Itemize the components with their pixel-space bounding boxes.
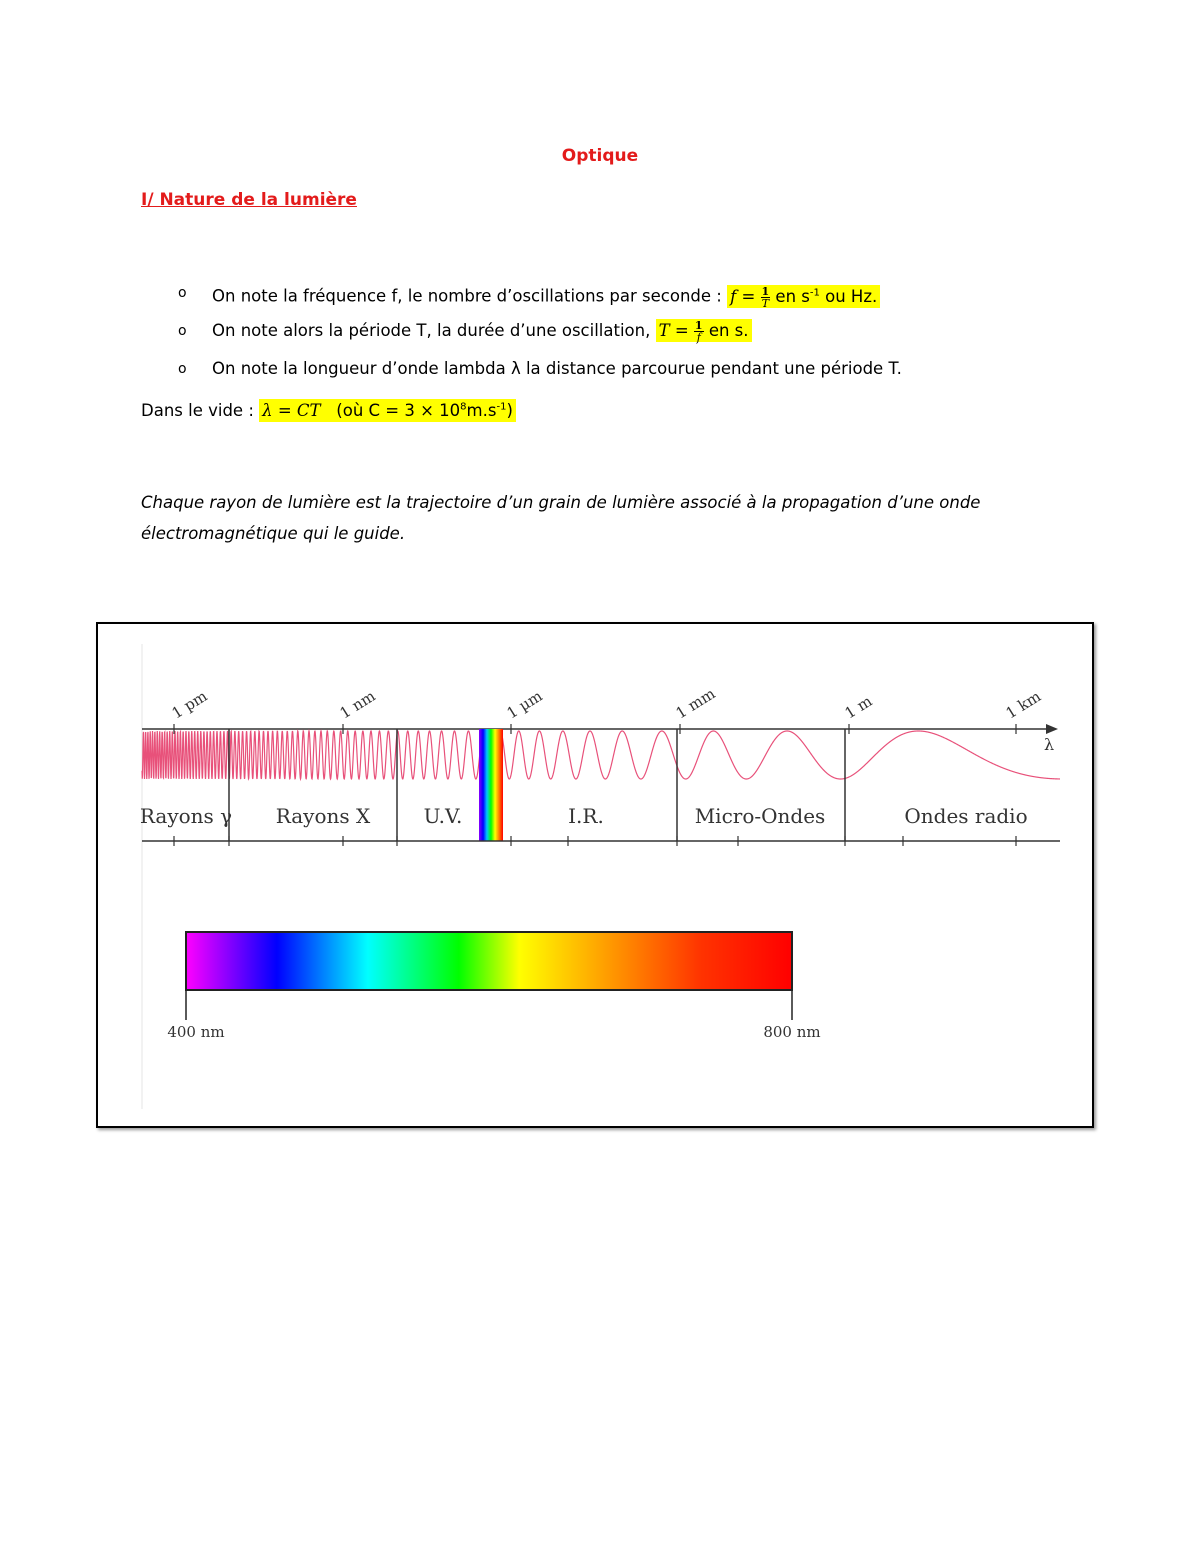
bullet-text: On note alors la période T, la durée d’une oscillation, <box>212 321 656 340</box>
band-label-xray: Rayons X <box>275 804 371 828</box>
list-item <box>178 318 902 344</box>
vacuum-label: Dans le vide : <box>141 401 260 420</box>
scale-label-pm: 1 pm <box>168 686 211 723</box>
vacuum-formula-line <box>141 401 516 420</box>
page-title: Optique <box>561 146 639 166</box>
scale-label-km: 1 km <box>1002 687 1045 723</box>
unit-text-tail: ou Hz. <box>819 286 878 306</box>
fraction-numerator: 1 <box>694 319 703 332</box>
paragraph: Chaque rayon de lumière est la trajectoire d’un grain de lumière associé à la propagation d’une onde électromagnétique qui le guide. <box>141 493 981 543</box>
formula-lhs: T = <box>658 321 689 340</box>
unit-text: en s <box>770 286 810 306</box>
bullet-marker: o <box>178 323 187 339</box>
scale-label-um: 1 µm <box>503 686 546 723</box>
axis-arrow <box>1046 724 1058 734</box>
scale-label-mm: 1 mm <box>672 684 719 723</box>
visible-band-strip <box>479 729 503 841</box>
band-label-gamma: Rayons γ <box>139 804 233 828</box>
list-item <box>178 356 902 382</box>
scale-label-m: 1 m <box>841 691 876 723</box>
unit-text: en s. <box>703 321 749 340</box>
visible-min-label: 400 nm <box>167 1023 225 1041</box>
formula-lhs: f = <box>730 286 756 306</box>
bullet-text: On note la longueur d’onde lambda λ la distance parcourue pendant une période T. <box>212 359 902 378</box>
bullet-marker: o <box>178 285 187 301</box>
definition-list <box>178 280 902 394</box>
visible-spectrum-bar <box>186 932 792 990</box>
band-label-radio: Ondes radio <box>904 804 1028 828</box>
band-label-microwave: Micro-Ondes <box>694 804 826 828</box>
fraction <box>694 320 704 343</box>
list-item <box>178 280 902 310</box>
axis-label-lambda: λ <box>1044 735 1055 754</box>
unit-exponent: -1 <box>809 287 820 298</box>
fraction <box>761 286 771 309</box>
band-label-uv: U.V. <box>423 804 463 828</box>
lambda-formula: λ = CT <box>262 401 321 420</box>
wave-curve <box>142 731 1060 779</box>
fraction-denominator: T <box>761 296 770 310</box>
scale-label-nm: 1 nm <box>336 686 379 723</box>
formula-highlight <box>656 319 752 342</box>
bullet-marker: o <box>178 361 187 377</box>
spectrum-figure <box>96 622 1094 1128</box>
speed-of-light-text: (où C = 3 × 10 <box>336 401 461 420</box>
unit-text: m.s <box>466 401 497 420</box>
section-heading: I/ Nature de la lumière <box>141 190 357 210</box>
spectrum-svg <box>98 624 1092 1126</box>
closing-paren: ) <box>506 401 513 420</box>
formula-highlight <box>727 285 880 308</box>
unit-exponent: -1 <box>496 401 507 413</box>
fraction-numerator: 1 <box>761 284 770 298</box>
band-label-ir: I.R. <box>568 804 604 828</box>
visible-max-label: 800 nm <box>763 1023 821 1041</box>
formula-highlight <box>259 399 516 422</box>
exponent: 8 <box>460 401 467 413</box>
fraction-denominator: f <box>696 331 701 344</box>
bullet-text: On note la fréquence f, le nombre d’oscillations par seconde : <box>212 286 728 306</box>
